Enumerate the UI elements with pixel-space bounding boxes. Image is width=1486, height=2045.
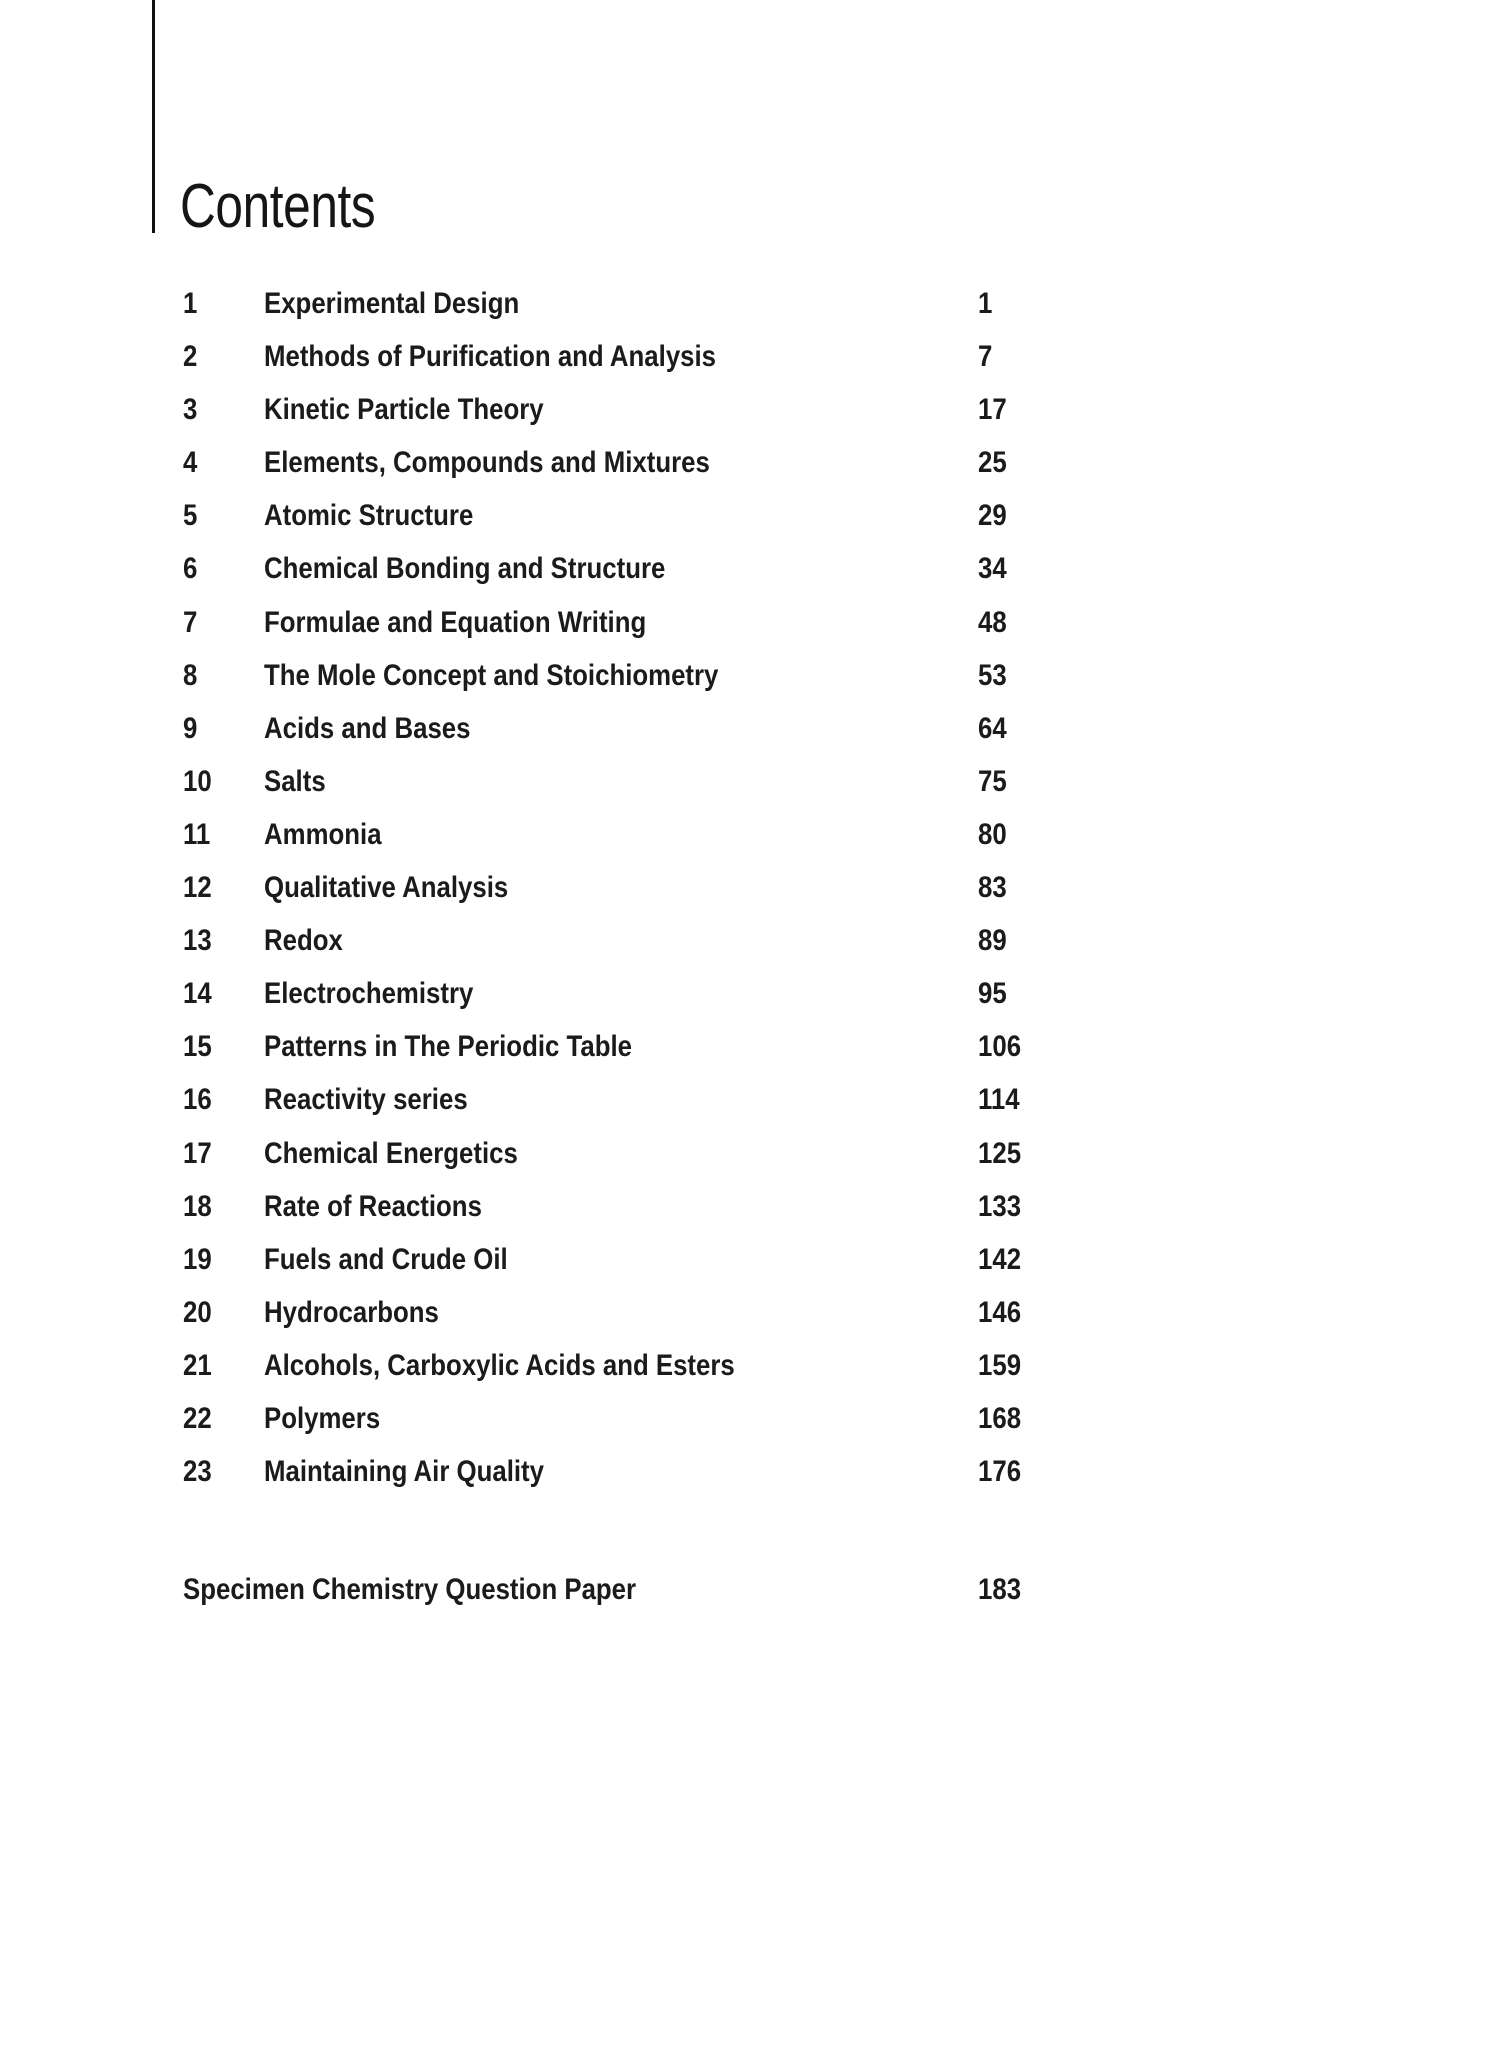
- toc-row[interactable]: [0, 1083, 1486, 1136]
- toc-row[interactable]: [0, 1455, 1486, 1508]
- appendix-entry[interactable]: [0, 1573, 1486, 1626]
- toc-page-number: 125: [978, 1136, 1022, 1170]
- toc-page-number: 83: [978, 871, 1007, 905]
- toc-row[interactable]: [0, 659, 1486, 712]
- toc-page-number: 75: [978, 764, 1007, 798]
- toc-row[interactable]: [0, 393, 1486, 446]
- toc-chapter-title: Hydrocarbons: [264, 1295, 439, 1329]
- toc-chapter-number: 11: [183, 817, 211, 851]
- toc-chapter-title: Acids and Bases: [264, 711, 471, 745]
- toc-chapter-number: 10: [183, 764, 212, 798]
- toc-chapter-number: 15: [183, 1030, 212, 1064]
- toc-chapter-number: 7: [183, 605, 198, 639]
- toc-chapter-number: 9: [183, 711, 198, 745]
- appendix-page-number: 183: [978, 1573, 1022, 1606]
- toc-chapter-title: Elements, Compounds and Mixtures: [264, 446, 710, 480]
- toc-chapter-title: Redox: [264, 924, 343, 958]
- toc-chapter-title: Chemical Bonding and Structure: [264, 552, 666, 586]
- toc-chapter-title: The Mole Concept and Stoichiometry: [264, 658, 719, 692]
- toc-page-number: 146: [978, 1295, 1022, 1329]
- toc-chapter-number: 5: [183, 499, 198, 533]
- toc-row[interactable]: [0, 606, 1486, 659]
- toc-page-number: 25: [978, 446, 1007, 480]
- title-accent-rule: [152, 0, 155, 233]
- toc-row[interactable]: [0, 499, 1486, 552]
- toc-row[interactable]: [0, 1296, 1486, 1349]
- toc-chapter-title: Fuels and Crude Oil: [264, 1242, 508, 1276]
- toc-page-number: 7: [978, 340, 993, 374]
- toc-chapter-number: 13: [183, 924, 212, 958]
- toc-chapter-title: Methods of Purification and Analysis: [264, 340, 717, 374]
- toc-page-number: 48: [978, 605, 1007, 639]
- toc-row[interactable]: [0, 1030, 1486, 1083]
- toc-page-number: 1: [978, 287, 993, 320]
- toc-chapter-number: 2: [183, 340, 198, 374]
- toc-chapter-number: 23: [183, 1455, 212, 1489]
- toc-page-number: 80: [978, 817, 1007, 851]
- toc-chapter-number: 16: [183, 1083, 212, 1117]
- toc-chapter-number: 21: [183, 1348, 212, 1382]
- toc-chapter-title: Patterns in The Periodic Table: [264, 1030, 632, 1064]
- toc-chapter-title: Formulae and Equation Writing: [264, 605, 647, 639]
- toc-chapter-title: Electrochemistry: [264, 977, 474, 1011]
- toc-row[interactable]: [0, 1190, 1486, 1243]
- toc-row[interactable]: [0, 1137, 1486, 1190]
- toc-chapter-title: Kinetic Particle Theory: [264, 393, 544, 427]
- toc-chapter-title: Chemical Energetics: [264, 1136, 518, 1170]
- toc-chapter-title: Rate of Reactions: [264, 1189, 482, 1223]
- toc-row[interactable]: [0, 1243, 1486, 1296]
- toc-page-number: 114: [978, 1083, 1020, 1117]
- toc-chapter-number: 4: [183, 446, 198, 480]
- toc-chapter-title: Ammonia: [264, 817, 382, 851]
- toc-page-number: 53: [978, 658, 1007, 692]
- page-title: Contents: [180, 172, 376, 241]
- toc-chapter-number: 3: [183, 393, 198, 427]
- toc-chapter-number: 18: [183, 1189, 212, 1223]
- toc-page-number: 29: [978, 499, 1007, 533]
- toc-row[interactable]: [0, 340, 1486, 393]
- toc-row[interactable]: [0, 446, 1486, 499]
- toc-row[interactable]: [0, 765, 1486, 818]
- toc-chapter-title: Atomic Structure: [264, 499, 474, 533]
- table-of-contents: [0, 287, 1486, 1508]
- toc-chapter-title: Polymers: [264, 1401, 381, 1435]
- toc-page-number: 168: [978, 1401, 1022, 1435]
- toc-page-number: 176: [978, 1455, 1022, 1489]
- toc-chapter-number: 19: [183, 1242, 212, 1276]
- toc-chapter-title: Experimental Design: [264, 287, 520, 320]
- toc-page-number: 64: [978, 711, 1007, 745]
- toc-chapter-title: Maintaining Air Quality: [264, 1455, 544, 1489]
- toc-chapter-number: 17: [183, 1136, 212, 1170]
- appendix-title: Specimen Chemistry Question Paper: [183, 1573, 637, 1606]
- toc-row[interactable]: [0, 1349, 1486, 1402]
- toc-page-number: 106: [978, 1030, 1022, 1064]
- toc-row[interactable]: [0, 977, 1486, 1030]
- toc-row[interactable]: [0, 287, 1486, 340]
- toc-page-number: 142: [978, 1242, 1022, 1276]
- toc-row[interactable]: [0, 924, 1486, 977]
- toc-page-number: 89: [978, 924, 1007, 958]
- toc-chapter-title: Alcohols, Carboxylic Acids and Esters: [264, 1348, 735, 1382]
- toc-row[interactable]: [0, 712, 1486, 765]
- toc-row[interactable]: [0, 818, 1486, 871]
- toc-row[interactable]: [0, 552, 1486, 605]
- toc-page-number: 17: [978, 393, 1007, 427]
- toc-page-number: 159: [978, 1348, 1022, 1382]
- toc-chapter-number: 14: [183, 977, 212, 1011]
- toc-chapter-number: 12: [183, 871, 212, 905]
- toc-row[interactable]: [0, 1402, 1486, 1455]
- toc-chapter-number: 1: [183, 287, 198, 320]
- toc-page-number: 95: [978, 977, 1007, 1011]
- toc-chapter-title: Salts: [264, 764, 326, 798]
- toc-chapter-number: 20: [183, 1295, 212, 1329]
- toc-page-number: 133: [978, 1189, 1022, 1223]
- toc-row[interactable]: [0, 871, 1486, 924]
- toc-chapter-title: Qualitative Analysis: [264, 871, 509, 905]
- toc-chapter-number: 6: [183, 552, 198, 586]
- toc-page-number: 34: [978, 552, 1007, 586]
- toc-chapter-title: Reactivity series: [264, 1083, 468, 1117]
- toc-chapter-number: 8: [183, 658, 198, 692]
- toc-chapter-number: 22: [183, 1401, 212, 1435]
